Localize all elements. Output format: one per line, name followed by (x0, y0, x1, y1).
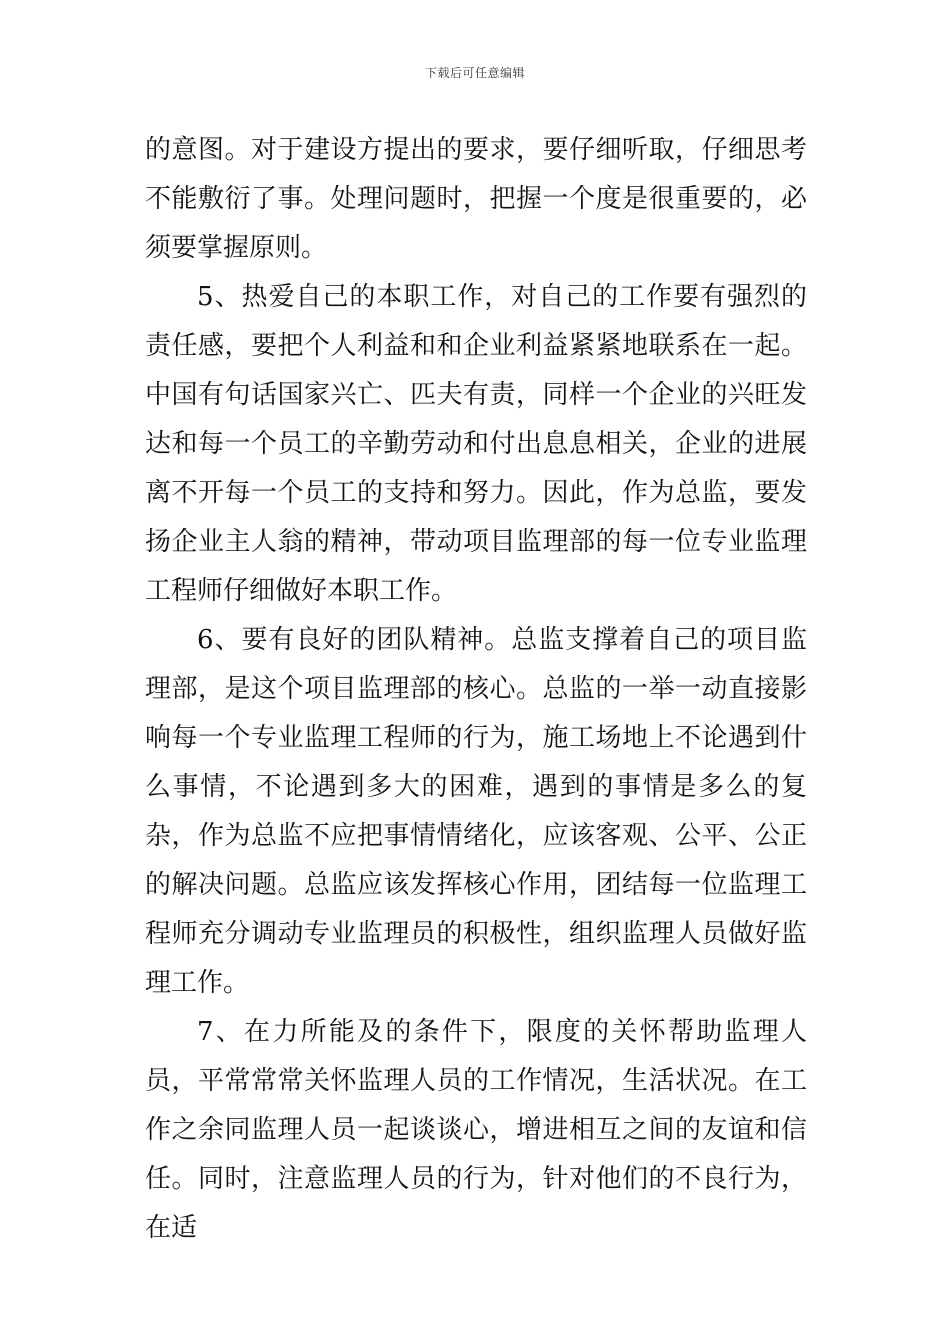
document-body (145, 126, 807, 1253)
paragraph-continuation: 的意图。对于建设方提出的要求，要仔细听取，仔细思考不能敷衍了事。处理问题时，把握一个度是很重要的，必须要掌握原则。 (145, 135, 807, 263)
paragraph-item-7: 7、在力所能及的条件下，限度的关怀帮助监理人员，平常常常关怀监理人员的工作情况，生活状况。在工作之余同监理人员一起谈谈心，增进相互之间的友谊和信任。同时，注意监理人员的行为，针对他们的不良行为，在适 (145, 1017, 807, 1243)
paragraph-item-6: 6、要有良好的团队精神。总监支撑着自己的项目监理部，是这个项目监理部的核心。总监的一举一动直接影响每一个专业监理工程师的行为，施工场地上不论遇到什么事情，不论遇到多大的困难，遇到的事情是多么的复杂，作为总监不应把事情情绪化，应该客观、公平、公正的解决问题。总监应该发挥核心作用，团结每一位监理工程师充分调动专业监理员的积极性，组织监理人员做好监理工作。 (145, 625, 807, 998)
paragraph-item-5: 5、热爱自己的本职工作，对自己的工作要有强烈的责任感，要把个人利益和和企业利益紧紧地联系在一起。中国有句话国家兴亡、匹夫有责，同样一个企业的兴旺发达和每一个员工的辛勤劳动和付出息息相关，企业的进展离不开每一个员工的支持和努力。因此，作为总监，要发扬企业主人翁的精神，带动项目监理部的每一位专业监理工程师仔细做好本职工作。 (145, 282, 807, 606)
page-header: 下载后可任意编辑 (424, 66, 525, 80)
